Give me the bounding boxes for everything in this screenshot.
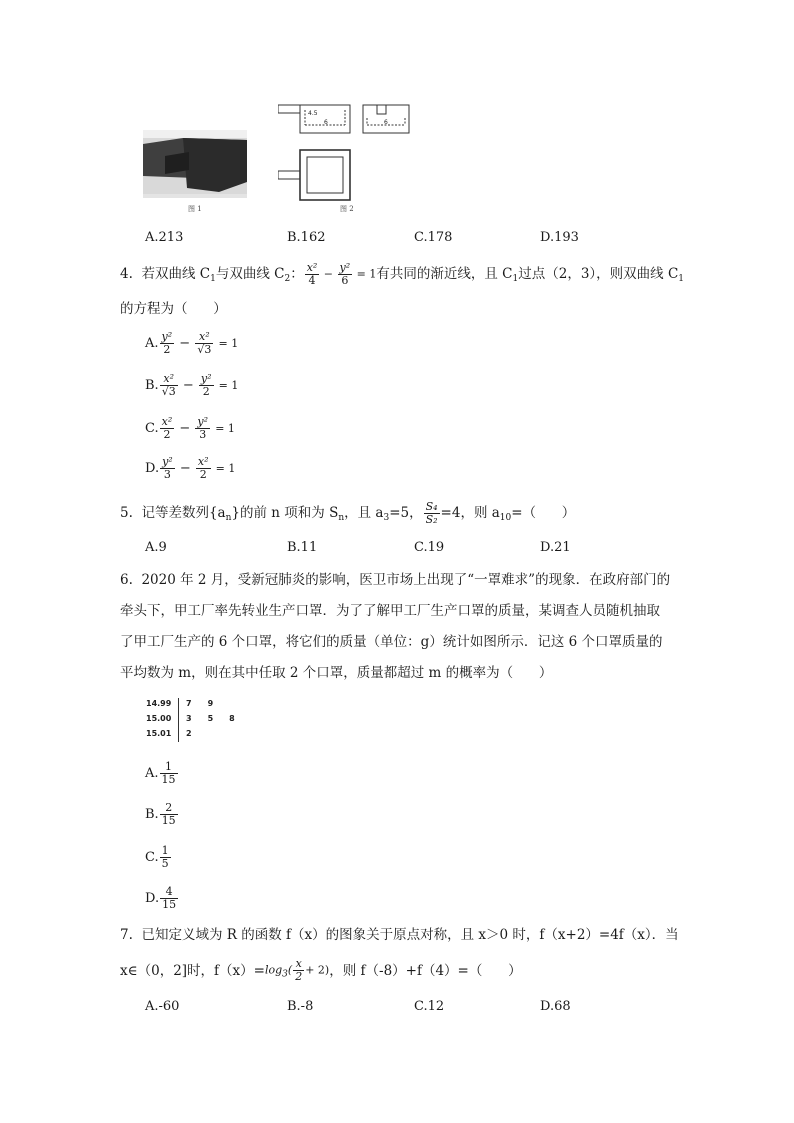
q3-option-d[interactable]: D.193 [540,230,579,245]
q5-stem: 5. 记等差数列$\{a_n\}$的前 n 项和为 $S_n$，且 $a_3=5$， $\frac{\text{S₄}}{\text{S₂}}$ =4，则 $a_{10}=$（ ） [120,500,576,526]
q4-option-b[interactable]: B. $\frac{\text{x²}}{√3}$ − $\frac{\text{y²}}{2}$ = 1 [145,372,239,398]
leaf-row-3: 2 [186,729,192,738]
q6-option-c[interactable]: C. $\frac{1}{5}$ [145,844,169,870]
figure-2-diagrams [278,100,414,204]
q4-stem-line-1: 4. 若双曲线 $C_1$与双曲线 $C_2$： $\frac{\text{x²}}{4}$ − $\frac{\text{y²}}{6}$ = 1有共同的渐近线，且 $C_1$过点（2，3），则双曲线 $C_1$ [120,261,685,287]
q4-equation: $\frac{\text{x²}}{4}$ − $\frac{\text{y²}}{6}$ = 1 [306,261,377,287]
q6-stem-line-2: 牵头下，甲工厂率先转业生产口罩．为了了解甲工厂生产口罩的质量，某调查人员随机抽取 [120,603,660,619]
q7-option-d[interactable]: D.68 [540,999,571,1014]
q3-option-b[interactable]: B.162 [287,230,326,245]
stem-row-2: 15.00 [146,714,172,723]
q5-option-b[interactable]: B.11 [287,540,318,555]
q3-option-c[interactable]: C.178 [414,230,453,245]
q4-option-a[interactable]: A. $\frac{\text{y²}}{2}$ − $\frac{\text{x²}}{√3}$ = 1 [145,330,239,356]
q6-stem-line-4: 平均数为 m，则在其中任取 2 个口罩，质量都超过 m 的概率为（ ） [120,665,553,681]
block-photo-graphic [143,130,247,198]
stem-leaf-divider [178,698,179,742]
stem-row-3: 15.01 [146,729,172,738]
q6-stem-line-1: 6. 2020 年 2 月，受新冠肺炎的影响，医卫市场上出现了“一罩难求”的现象．在政府部门的 [120,572,671,588]
q7-stem-line-1: 7. 已知定义域为 R 的函数 f（x）的图象关于原点对称，且 x＞0 时，f（x+2）=4f（x）．当 [120,927,679,943]
figure-2-caption: 图 2 [340,205,354,213]
q4-stem-line-2: 的方程为（ ） [120,301,227,317]
dim-label-width-left: 6 [324,119,328,126]
q7-option-a[interactable]: A.-60 [145,999,180,1014]
stem-row-1: 14.99 [146,699,172,708]
q4-option-d[interactable]: D. $\frac{\text{y²}}{3}$ − $\frac{\text{x²}}{2}$ = 1 [145,455,236,481]
q4-option-c[interactable]: C. $\frac{\text{x²}}{2}$ − $\frac{\text{y²}}{3}$ = 1 [145,415,235,441]
q6-option-b[interactable]: B. $\frac{2}{15}$ [145,801,176,827]
q7-log-expression: $\log_3$( $\frac{x}{2}$ + 2) [264,957,330,983]
q5-option-d[interactable]: D.21 [540,540,571,555]
figure-1-photo [143,130,247,198]
q5-option-a[interactable]: A.9 [145,540,167,555]
dim-label-height: 4.5 [308,110,318,117]
q7-stem-line-2: x∈（0，2]时，$f(x)=\log_3$( $\frac{x}{2}$ + 2)，则 f（-8）+f（4）=（ ） [120,957,522,983]
q5-option-c[interactable]: C.19 [414,540,445,555]
dim-label-width-right: 6 [384,119,388,126]
q6-stem-line-3: 了甲工厂生产的 6 个口罩，将它们的质量（单位：g）统计如图所示．记这 6 个口罩质量的 [120,634,663,650]
q7-option-c[interactable]: C.12 [414,999,445,1014]
stem-leaf-plot [146,696,256,744]
q3-option-a[interactable]: A.213 [145,230,184,245]
leaf-row-2: 3 5 8 [186,714,235,723]
q6-option-d[interactable]: D. $\frac{4}{15}$ [145,885,177,911]
q7-option-b[interactable]: B.-8 [287,999,314,1014]
figure-1-caption: 图 1 [188,205,202,213]
schematic-graphic [278,100,414,204]
leaf-row-1: 7 9 [186,699,214,708]
q6-option-a[interactable]: A. $\frac{1}{15}$ [145,760,176,786]
